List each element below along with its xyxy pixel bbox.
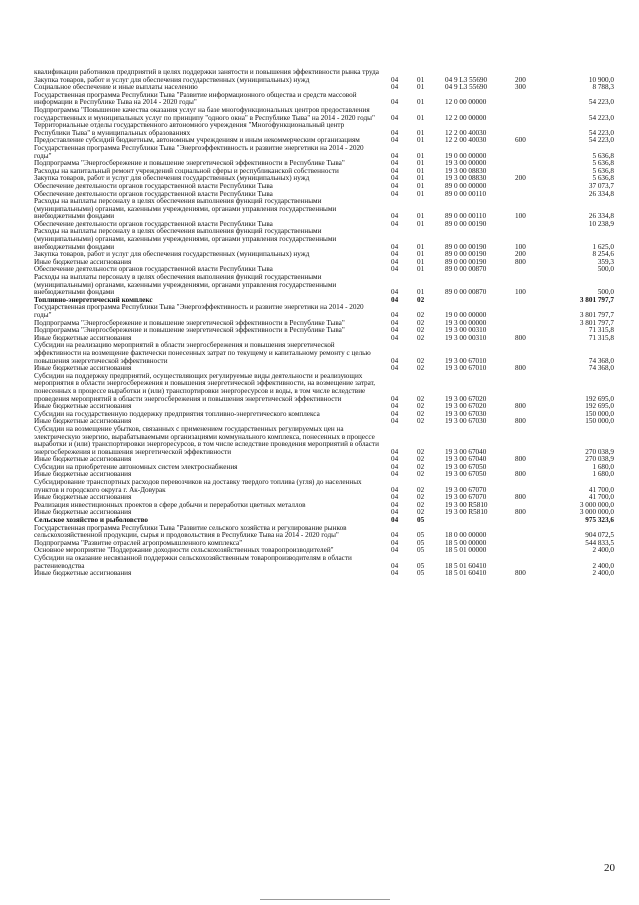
table-row [34,228,614,251]
row-amount: 5 636,8 [592,174,614,183]
row-target-article: 89 0 00 00190 [445,250,487,259]
row-target-article: 18 5 01 00000 [445,546,487,555]
row-subsection: 01 [417,189,425,198]
row-amount: 270 038,9 [585,447,614,456]
row-section: 04 [391,455,399,464]
row-name: Иные бюджетные ассигнования [34,470,132,479]
row-section: 04 [391,265,399,274]
row-expense-type: 800 [515,417,526,426]
row-name: Обеспечение деятельности органов государственной власти Республики Тыва [34,265,273,274]
row-amount: 500,0 [597,265,614,274]
row-target-article: 19 3 00 67020 [445,394,487,403]
row-target-article: 19 0 00 00000 [445,311,487,319]
row-section: 04 [391,447,399,456]
row-target-article: 04 9 L3 55690 [445,75,488,84]
row-section: 04 [391,128,399,137]
row-target-article: 89 0 00 00190 [445,242,487,251]
row-section: 04 [391,462,399,471]
row-name: Субсидии на поддержку предприятий, осуществляющих регулируемые виды деятельности и реализующих мероприятия в области энергосбережения и повышения энергетической эффективности, на возмещение затрат, понесенных в процессе выработки и (или) транспортировки энергоресурсов и воды, в том числе вследствие проведения мероприятий в области энергосбережения и повышения энергетической эффективности [34,371,376,403]
row-subsection: 02 [417,364,425,373]
row-expense-type: 800 [515,364,526,373]
row-name: Обеспечение деятельности органов государственной власти Республики Тыва [34,189,273,198]
row-subsection: 01 [417,98,425,107]
row-amount: 10 900,0 [588,75,614,84]
table-row [34,373,614,403]
row-target-article: 89 0 00 00110 [445,212,487,221]
row-amount: 150 000,0 [585,417,614,426]
row-subsection: 05 [417,561,425,570]
table-row [34,92,614,107]
row-section: 04 [391,189,399,198]
table-row [34,122,614,137]
row-subsection: 01 [417,257,425,266]
row-name: Закупка товаров, работ и услуг для обеспечения государственных (муниципальных) нужд [34,75,310,84]
row-amount: 5 636,8 [592,159,614,168]
row-amount: 8 788,3 [592,83,614,92]
row-expense-type: 800 [515,333,526,342]
row-target-article: 89 0 00 00000 [445,181,487,190]
row-target-article: 12 0 00 00000 [445,98,487,107]
row-expense-type: 100 [515,212,526,221]
row-expense-type: 800 [515,493,526,502]
row-section: 04 [391,219,399,228]
row-subsection: 01 [417,166,425,175]
row-target-article: 12 2 00 40030 [445,136,487,145]
row-subsection: 01 [417,113,425,122]
row-subsection: 01 [417,128,425,137]
row-subsection: 02 [417,417,425,426]
row-amount: 71 315,8 [588,333,614,342]
row-amount: 74 368,0 [588,356,614,365]
row-name: Государственная программа Республики Тыва "Энергоэффективность и развитие энергетики на 2014 - 2020 годы" [34,143,364,160]
row-section: 04 [391,212,399,221]
row-target-article: 19 3 00 R5810 [445,508,488,517]
row-expense-type: 300 [515,83,526,92]
row-name: Субсидии на реализацию мероприятий в области энергосбережения и повышения энергетической эффективности на возмещение фактически понесенных затрат по текущему и капитальному ремонту с целью повышения энергетической эффективности [34,341,371,365]
row-subsection: 01 [417,181,425,190]
row-name: Сельское хозяйство и рыболовство [34,516,149,525]
row-subsection: 01 [417,250,425,259]
row-name: Иные бюджетные ассигнования [34,455,132,464]
row-name: Государственная программа Республики Тыва "Энергоэффективность и развитие энергетики на 2014 - 2020 годы" [34,303,364,319]
row-target-article: 89 0 00 00190 [445,219,487,228]
row-subsection: 01 [417,212,425,221]
row-section: 04 [391,257,399,266]
row-subsection: 01 [417,75,425,84]
row-section: 04 [391,83,399,92]
row-section: 04 [391,98,399,107]
row-amount: 975 323,6 [585,516,614,525]
row-target-article: 19 3 00 00000 [445,318,487,327]
row-name: Подпрограмма "Энергосбережение и повышение энергетической эффективности в Республике Тыва" [34,159,345,168]
row-name: Субсидирование транспортных расходов перевозчиков на доставку твердого топлива (угля) до населенных пунктов и городского округа г. Ак-Довурак [34,478,362,494]
row-subsection: 02 [417,295,425,304]
row-section: 04 [391,417,399,426]
row-section: 04 [391,402,399,411]
row-target-article: 19 3 00 67070 [445,493,487,502]
row-amount: 74 368,0 [588,364,614,373]
row-subsection: 05 [417,569,425,578]
row-subsection: 02 [417,333,425,342]
row-subsection: 02 [417,326,425,335]
row-name: Иные бюджетные ассигнования [34,364,132,373]
row-amount: 3 801 797,7 [579,295,614,304]
row-name: Реализация инвестиционных проектов в сфере добычи и переработки цветных металлов [34,500,306,509]
row-amount: 1 680,0 [592,462,614,471]
row-amount: 359,3 [597,257,614,266]
row-target-article: 19 3 00 08830 [445,174,487,183]
row-section: 04 [391,311,399,319]
row-amount: 5 636,8 [592,151,614,160]
row-section: 04 [391,166,399,175]
row-section: 04 [391,113,399,122]
row-name: Социальное обеспечение и иные выплаты населению [34,83,198,92]
row-name: Иные бюджетные ассигнования [34,493,132,502]
row-target-article: 19 3 00 67030 [445,409,487,418]
row-amount: 1 680,0 [592,470,614,479]
row-subsection: 02 [417,493,425,502]
row-name: Подпрограмма "Энергосбережение и повышение энергетической эффективности в Республике Тыва" [34,318,345,327]
row-amount: 41 700,0 [588,493,614,502]
row-section: 04 [391,181,399,190]
row-expense-type: 800 [515,508,526,517]
row-name: Иные бюджетные ассигнования [34,333,132,342]
page-number: 20 [604,862,615,874]
row-amount: 3 801 797,7 [579,311,614,319]
row-target-article: 19 3 00 00310 [445,333,487,342]
row-name: Иные бюджетные ассигнования [34,569,132,578]
row-name: Иные бюджетные ассигнования [34,417,132,426]
row-section: 04 [391,394,399,403]
row-subsection: 01 [417,219,425,228]
row-subsection: 02 [417,462,425,471]
row-target-article: 04 9 L3 55690 [445,83,488,92]
row-expense-type: 200 [515,174,526,183]
table-row [34,145,614,160]
row-name: Субсидии на возмещение убытков, связанных с применением государственных регулируемых цен на электрическую энергию, вырабатываемыми организациями коммунального комплекса, понесенных в процессе выработки и (или) транспортировки энергоресурсов, в том числе вследствие проведения мероприятий в области энергосбережения и повышения энергетической эффективности [34,424,379,456]
row-subsection: 01 [417,151,425,160]
row-section: 04 [391,75,399,84]
row-target-article: 19 3 00 67040 [445,455,487,464]
row-amount: 5 636,8 [592,166,614,175]
row-name: квалификации работников предприятий в целях поддержки занятости и повышения эффективности рынка труда [34,68,379,76]
row-expense-type: 800 [515,470,526,479]
row-expense-type: 800 [515,569,526,578]
row-name: Государственная программа Республики Тыва "Развитие сельского хозяйства и регулирование рынков сельскохозяйственной продукции, сырья и продовольствия в Республике Тыва на 2014 - 2020 годы" [34,523,347,540]
row-section: 04 [391,356,399,365]
row-amount: 192 695,0 [585,402,614,411]
row-target-article: 19 3 00 R5810 [445,500,488,509]
table-row [34,107,614,122]
row-subsection: 02 [417,409,425,418]
row-section: 04 [391,250,399,259]
row-target-article: 19 3 00 00000 [445,159,487,168]
row-subsection: 01 [417,159,425,168]
row-name: Предоставление субсидий бюджетным, автономным учреждениям и иным некоммерческим организациям [34,136,360,145]
row-subsection: 01 [417,288,425,297]
row-section: 04 [391,516,399,525]
row-name: Закупка товаров, работ и услуг для обеспечения государственных (муниципальных) нужд [34,250,310,259]
row-section: 04 [391,531,399,540]
row-amount: 2 400,0 [592,569,614,578]
row-target-article: 89 0 00 00870 [445,265,487,274]
row-amount: 54 223,0 [588,136,614,145]
row-section: 04 [391,288,399,297]
row-section: 04 [391,151,399,160]
row-name: Иные бюджетные ассигнования [34,402,132,411]
row-amount: 1 625,0 [592,242,614,251]
row-name: Подпрограмма "Развитие отраслей агропромышленного комплекса" [34,538,243,547]
row-subsection: 02 [417,318,425,327]
table-row [34,525,614,540]
row-expense-type: 200 [515,75,526,84]
row-section: 04 [391,295,399,304]
row-target-article: 18 5 01 60410 [445,561,487,570]
row-section: 04 [391,136,399,145]
row-amount: 192 695,0 [585,394,614,403]
row-subsection: 05 [417,516,425,525]
row-target-article: 12 2 00 40030 [445,128,487,137]
row-amount: 3 000 000,0 [579,508,614,517]
table-row [34,426,614,456]
row-target-article: 89 0 00 00870 [445,288,487,297]
row-subsection: 02 [417,508,425,517]
row-target-article: 18 0 00 00000 [445,531,487,540]
row-subsection: 02 [417,402,425,411]
row-amount: 544 833,5 [585,538,614,547]
row-name: Расходы на выплаты персоналу в целях обеспечения выполнения функций государственными (муниципальными) органами, казенными учреждениями, органами управления государственными внебюджетными фондами [34,227,337,251]
row-amount: 3 801 797,7 [579,318,614,327]
row-subsection: 02 [417,500,425,509]
row-section: 04 [391,538,399,547]
row-expense-type: 800 [515,402,526,411]
table-row [34,274,614,297]
row-amount: 500,0 [597,288,614,297]
row-name: Обеспечение деятельности органов государственной власти Республики Тыва [34,181,273,190]
row-target-article: 19 3 00 67010 [445,356,487,365]
row-subsection: 02 [417,485,425,494]
row-section: 04 [391,493,399,502]
row-target-article: 12 2 00 00000 [445,113,487,122]
row-expense-type: 100 [515,242,526,251]
row-subsection: 05 [417,531,425,540]
row-target-article: 19 3 00 67050 [445,470,487,479]
row-name: Расходы на капитальный ремонт учреждений социальной сферы и республиканской собственности [34,166,339,175]
row-section: 04 [391,174,399,183]
row-amount: 37 073,7 [588,181,614,190]
row-name: Иные бюджетные ассигнования [34,508,132,517]
row-amount: 3 000 000,0 [579,500,614,509]
row-name: Субсидии на оказание несвязанной поддержки сельскохозяйственным товаропроизводителям в области растениеводства [34,554,352,570]
row-target-article: 19 3 00 67050 [445,462,487,471]
row-subsection: 01 [417,136,425,145]
row-section: 04 [391,409,399,418]
row-section: 04 [391,364,399,373]
row-target-article: 19 3 00 67010 [445,364,487,373]
row-target-article: 19 3 00 67040 [445,447,487,456]
row-section: 04 [391,326,399,335]
row-section: 04 [391,159,399,168]
row-target-article: 18 5 01 60410 [445,569,487,578]
row-subsection: 05 [417,538,425,547]
row-name: Расходы на выплаты персоналу в целях обеспечения выполнения функций государственными (муниципальными) органами, казенными учреждениями, органами управления государственными внебюджетными фондами [34,273,337,297]
row-expense-type: 200 [515,250,526,259]
row-section: 04 [391,333,399,342]
row-subsection: 01 [417,242,425,251]
row-amount: 54 223,0 [588,128,614,137]
row-name: Закупка товаров, работ и услуг для обеспечения государственных (муниципальных) нужд [34,174,310,183]
table-row [34,479,614,494]
row-subsection: 02 [417,447,425,456]
row-subsection: 01 [417,83,425,92]
row-amount: 8 254,6 [592,250,614,259]
row-amount: 71 315,8 [588,326,614,335]
row-target-article: 19 3 00 67030 [445,417,487,426]
row-section: 04 [391,485,399,494]
row-name: Иные бюджетные ассигнования [34,257,132,266]
row-target-article: 19 3 00 08830 [445,166,487,175]
row-name: Субсидии на приобретение автономных систем электроснабжения [34,462,238,471]
table-row [34,304,614,319]
row-amount: 904 072,5 [585,531,614,540]
row-amount: 270 038,9 [585,455,614,464]
row-section: 04 [391,561,399,570]
row-target-article: 89 0 00 00190 [445,257,487,266]
row-amount: 150 000,0 [585,409,614,418]
row-section: 04 [391,508,399,517]
row-subsection: 01 [417,265,425,274]
row-target-article: 89 0 00 00110 [445,189,487,198]
row-amount: 26 334,8 [588,189,614,198]
row-target-article: 19 3 00 67070 [445,485,487,494]
row-expense-type: 800 [515,257,526,266]
footer-rule [260,899,390,900]
row-name: Топливно-энергетический комплекс [34,295,153,304]
row-subsection: 02 [417,356,425,365]
row-amount: 2 400,0 [592,546,614,555]
row-section: 04 [391,500,399,509]
table-row [34,570,614,578]
row-amount: 41 700,0 [588,485,614,494]
row-target-article: 19 0 00 00000 [445,151,487,160]
row-expense-type: 800 [515,455,526,464]
row-section: 04 [391,546,399,555]
row-name: Основное мероприятие "Поддержание доходности сельскохозяйственных товаропроизводителей" [34,546,334,555]
row-expense-type: 600 [515,136,526,145]
row-subsection: 02 [417,394,425,403]
row-subsection: 01 [417,174,425,183]
row-name: Обеспечение деятельности органов государственной власти Республики Тыва [34,219,273,228]
row-amount: 2 400,0 [592,561,614,570]
table-row [34,555,614,570]
row-target-article: 19 3 00 67020 [445,402,487,411]
row-section: 04 [391,318,399,327]
row-amount: 54 223,0 [588,113,614,122]
row-subsection: 05 [417,546,425,555]
row-name: Подпрограмма "Энергосбережение и повышение энергетической эффективности в Республике Тыва" [34,326,345,335]
row-amount: 26 334,8 [588,212,614,221]
row-section: 04 [391,242,399,251]
row-name: Подпрограмма "Повышение качества оказания услуг на базе многофункциональных центров предоставления государственных и муниципальных услуг по принципу "одного окна" в Республике Тыва" на 2014 - 2020 годы" [34,105,375,122]
row-name: Расходы на выплаты персоналу в целях обеспечения выполнения функций государственными (муниципальными) органами, казенными учреждениями, органами управления государственными внебюджетными фондами [34,197,337,221]
row-amount: 54 223,0 [588,98,614,107]
row-subsection: 02 [417,470,425,479]
row-name: Государственная программа Республики Тыва "Развитие информационного общества и средств массовой информации в Республике Тыва на 2014 - 2020 годы" [34,90,357,107]
row-section: 04 [391,470,399,479]
row-name: Субсидии на государственную поддержку предприятия топливно-энергетического комплекса [34,409,320,418]
row-name: Территориальные отделы государственного автономного учреждения "Многофункциональный центр Республики Тыва" в муниципальных образованиях [34,121,345,137]
table-row [34,198,614,221]
row-subsection: 02 [417,455,425,464]
table-row [34,342,614,365]
row-subsection: 02 [417,311,425,319]
row-target-article: 19 3 00 00310 [445,326,487,335]
budget-table [34,69,614,578]
row-section: 04 [391,569,399,578]
row-target-article: 18 5 00 00000 [445,538,487,547]
row-expense-type: 100 [515,288,526,297]
row-amount: 10 238,9 [588,219,614,228]
